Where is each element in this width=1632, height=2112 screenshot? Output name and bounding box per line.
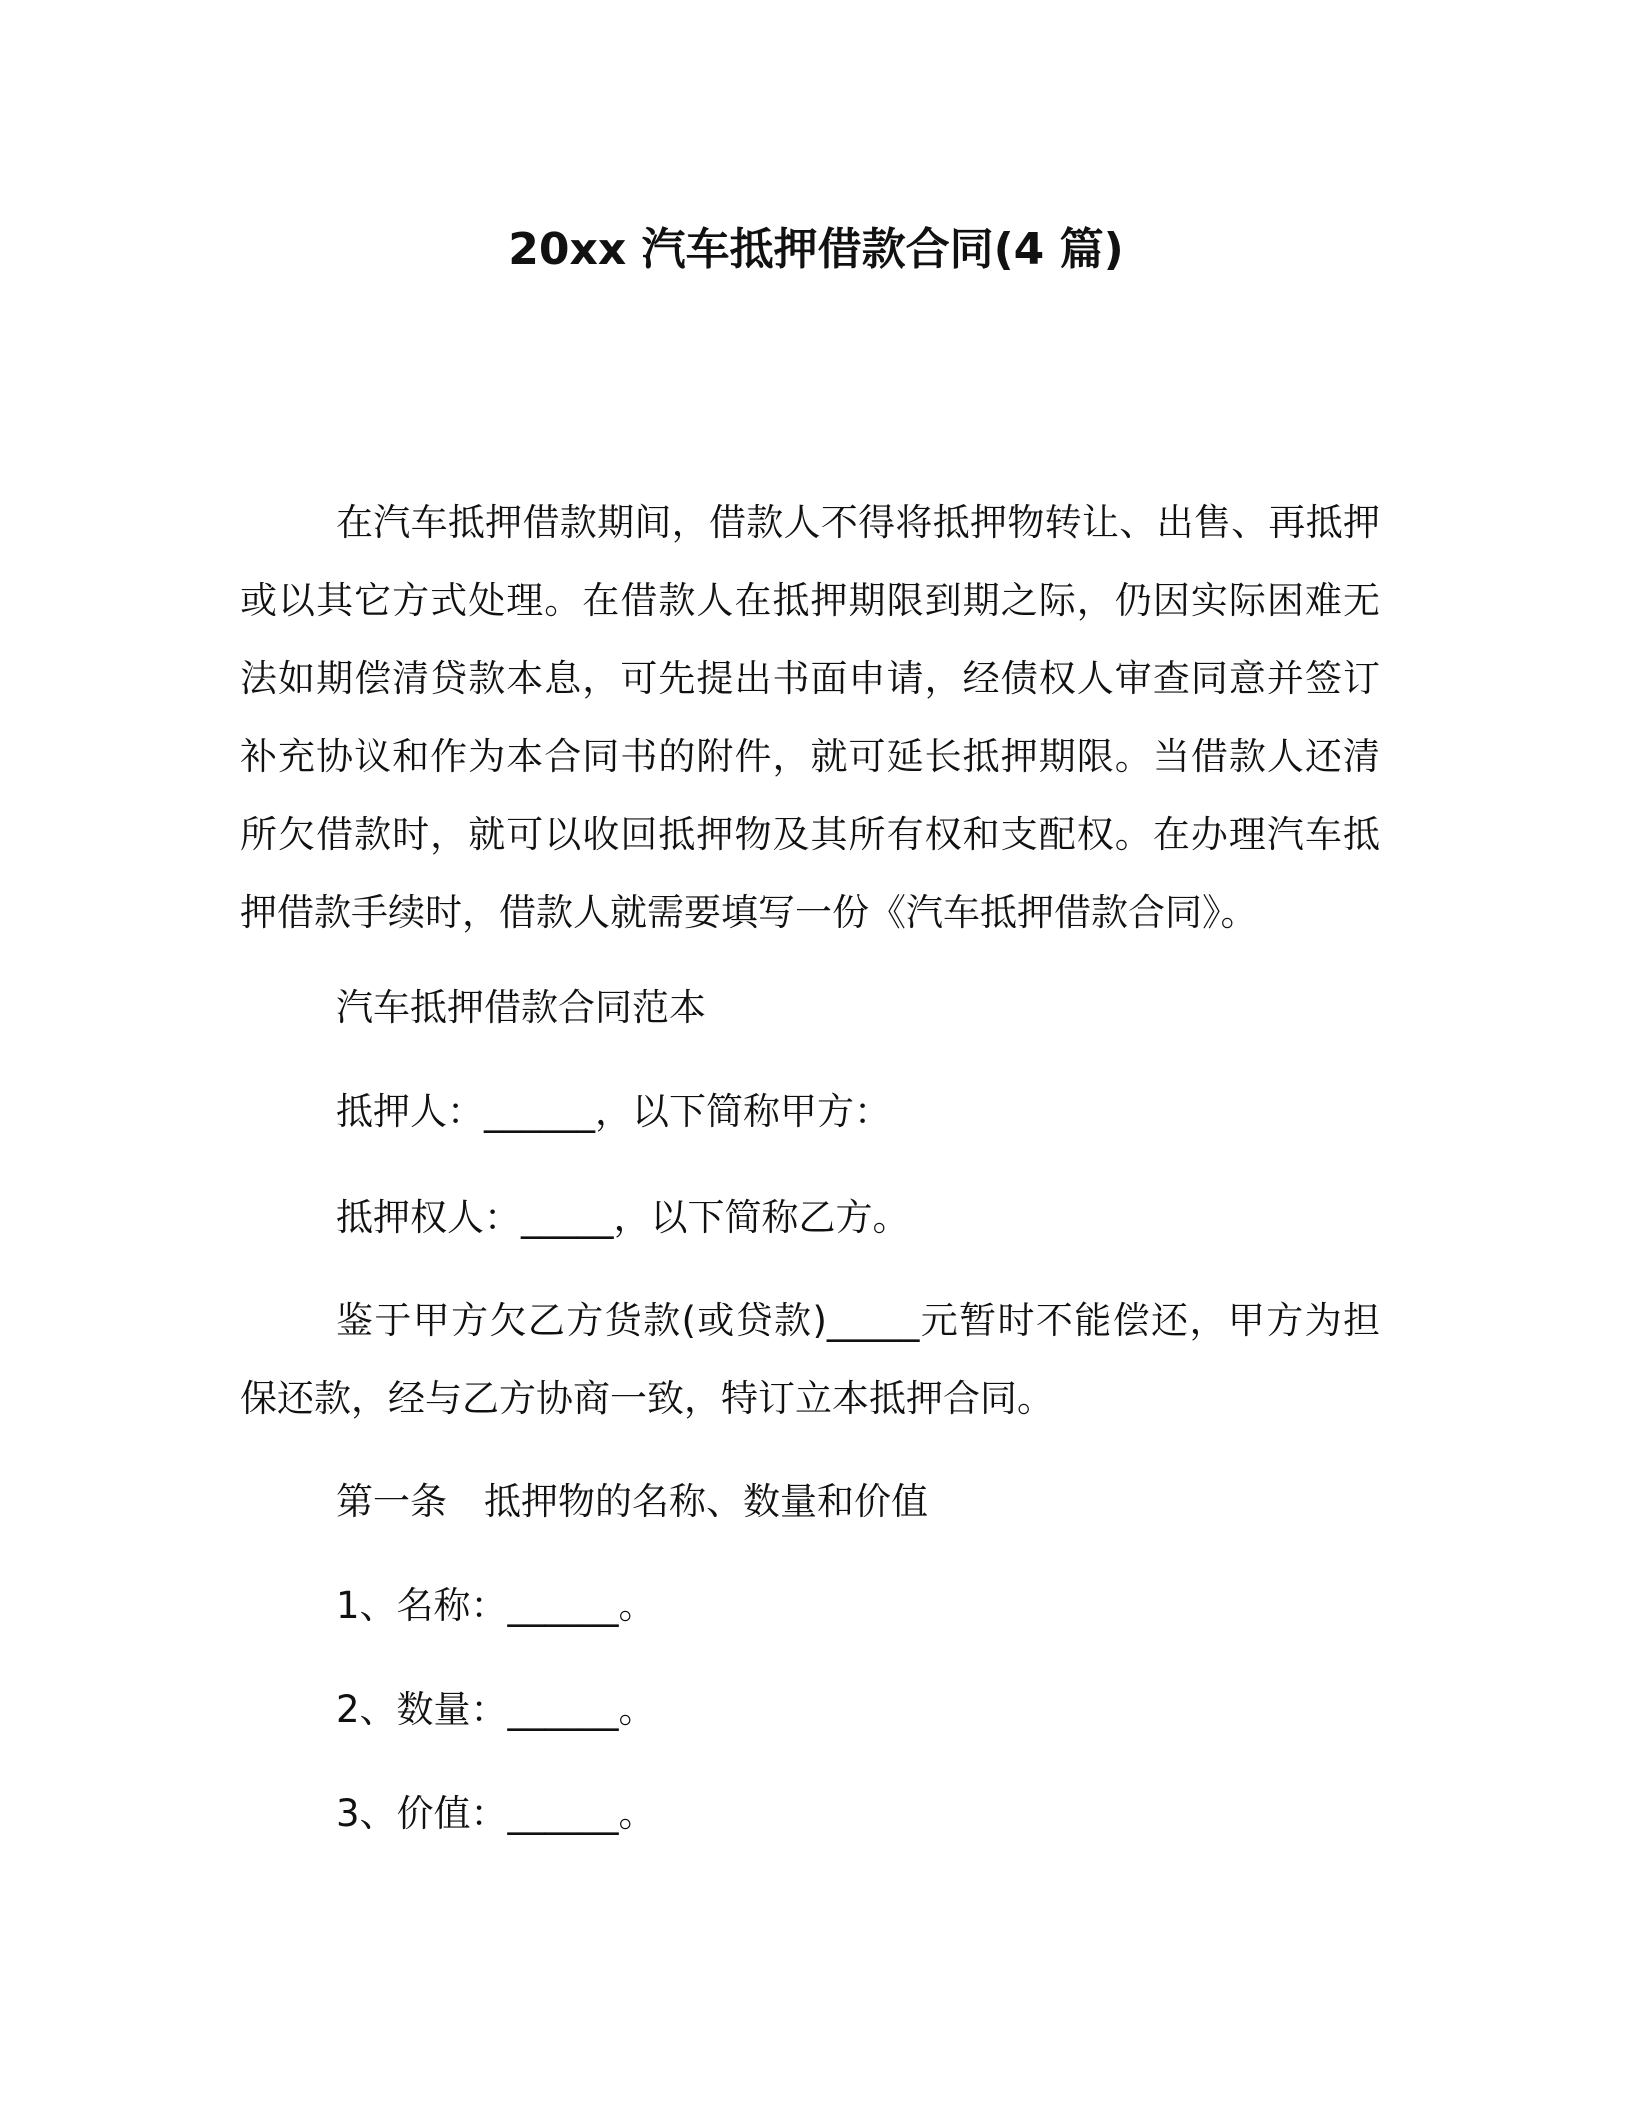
whereas-paragraph: 鉴于甲方欠乙方货款(或贷款)_____元暂时不能偿还，甲方为担保还款，经与乙方协商一致，特订立本抵押合同。 (240, 1299, 1380, 1420)
document-title: 20xx 汽车抵押借款合同(4 篇) (508, 224, 1124, 275)
item-value-line: 3、价值：______。 (336, 1792, 656, 1835)
item-name-line: 1、名称：______。 (336, 1584, 656, 1627)
party-a-line: 抵押人：______，以下简称甲方： (336, 1090, 891, 1133)
article-1-heading: 第一条 抵押物的名称、数量和价值 (336, 1480, 928, 1523)
item-quantity-line: 2、数量：______。 (336, 1688, 656, 1731)
intro-paragraph: 在汽车抵押借款期间，借款人不得将抵押物转让、出售、再抵押或以其它方式处理。在借款人在抵押期限到期之际，仍因实际困难无法如期偿清贷款本息，可先提出书面申请，经债权人审查同意并签订补充协议和作为本合同书的附件，就可延长抵押期限。当借款人还清所欠借款时，就可以收回抵押物及其所有权和支配权。在办理汽车抵押借款手续时，借款人就需要填写一份《汽车抵押借款合同》。 (240, 501, 1380, 934)
party-b-line: 抵押权人：_____，以下简称乙方。 (336, 1196, 910, 1239)
sample-heading: 汽车抵押借款合同范本 (336, 986, 706, 1029)
